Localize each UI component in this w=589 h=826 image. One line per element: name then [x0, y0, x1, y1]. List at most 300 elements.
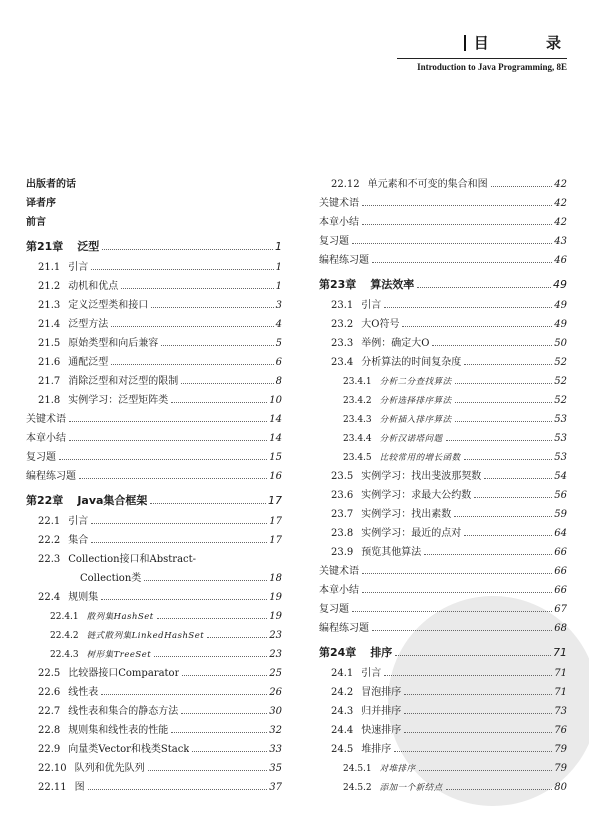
- toc-section-entry[interactable]: [26, 778, 282, 797]
- entry-label: 泛型方法: [68, 319, 109, 330]
- toc-subsection-entry[interactable]: [319, 448, 567, 467]
- leader-dots: [455, 421, 553, 422]
- leader-dots: [150, 503, 266, 504]
- leader-dots: [181, 383, 273, 384]
- entry-number: 22.4.2: [50, 631, 79, 641]
- entry-label: 编程练习题: [319, 623, 369, 634]
- entry-label: 树形集TreeSet: [86, 650, 152, 660]
- leader-dots: [352, 243, 552, 244]
- leader-dots: [432, 345, 552, 346]
- entry-label: 归并排序: [361, 706, 402, 717]
- page-number: 80: [554, 782, 567, 793]
- toc-subsection-entry[interactable]: [319, 429, 567, 448]
- toc-chapter-entry[interactable]: [26, 490, 282, 512]
- entry-label: 排序: [370, 646, 393, 659]
- entry-number: 22.6: [38, 687, 61, 698]
- entry-label: 实例学习：找出斐波那契数: [361, 471, 482, 482]
- page-number: 43: [554, 236, 567, 247]
- entry-number: 第21章: [26, 240, 64, 253]
- entry-label: 大O符号: [361, 319, 400, 330]
- toc-entry[interactable]: [319, 232, 567, 251]
- toc-entry[interactable]: [319, 194, 567, 213]
- entry-label: 复习题: [319, 236, 349, 247]
- entry-number: 23.8: [331, 528, 354, 539]
- leader-dots: [446, 440, 553, 441]
- leader-dots: [88, 789, 268, 790]
- page-number: 6: [275, 357, 282, 368]
- entry-label: 散列集HashSet: [86, 612, 154, 622]
- page-number: 52: [554, 376, 567, 387]
- toc-frontmatter-entry[interactable]: [26, 175, 282, 194]
- page-number: 5: [275, 338, 282, 349]
- entry-label: 链式散列集LinkedHashSet: [86, 631, 205, 641]
- leader-dots: [69, 421, 267, 422]
- leader-dots: [352, 611, 552, 612]
- toc-section-entry[interactable]: [319, 524, 567, 543]
- page-number: 64: [554, 528, 567, 539]
- leader-dots: [362, 573, 552, 574]
- page-number: 56: [554, 490, 567, 501]
- leader-dots: [182, 675, 267, 676]
- leader-dots: [144, 580, 267, 581]
- leader-dots: [59, 459, 267, 460]
- page-number: 32: [269, 725, 282, 736]
- toc-entry[interactable]: [319, 581, 567, 600]
- toc-entry[interactable]: [319, 251, 567, 270]
- entry-number: 22.4: [38, 592, 61, 603]
- page-number: 15: [269, 452, 282, 463]
- page-number: 59: [554, 509, 567, 520]
- page-number: 17: [268, 494, 282, 507]
- entry-number: 22.5: [38, 668, 61, 679]
- leader-dots: [404, 732, 552, 733]
- toc-chapter-entry[interactable]: [319, 274, 567, 296]
- toc-section-entry[interactable]: [26, 664, 282, 683]
- page-number: 14: [269, 433, 282, 444]
- leader-dots: [464, 459, 553, 460]
- entry-number: 21.8: [38, 395, 61, 406]
- toc-entry[interactable]: [319, 600, 567, 619]
- toc-entry[interactable]: [26, 467, 282, 486]
- entry-number: 21.3: [38, 300, 61, 311]
- page-number: 8: [275, 376, 282, 387]
- leader-dots: [102, 249, 273, 250]
- entry-label: 译者序: [26, 198, 56, 209]
- page-number: 14: [269, 414, 282, 425]
- leader-dots: [464, 535, 552, 536]
- toc-subsection-entry[interactable]: [319, 759, 567, 778]
- leader-dots: [207, 637, 267, 638]
- entry-number: 24.1: [331, 668, 354, 679]
- toc-section-entry[interactable]: [26, 315, 282, 334]
- entry-label: 引言: [68, 516, 89, 527]
- page-number: 54: [554, 471, 567, 482]
- leader-dots: [151, 307, 273, 308]
- leader-dots: [372, 630, 552, 631]
- leader-dots: [79, 478, 267, 479]
- entry-number: 21.1: [38, 262, 61, 273]
- toc-section-entry[interactable]: [319, 543, 567, 562]
- entry-label: 复习题: [26, 452, 56, 463]
- leader-dots: [394, 751, 552, 752]
- leader-dots: [464, 364, 552, 365]
- page-number: 68: [554, 623, 567, 634]
- toc-section-entry[interactable]: [26, 296, 282, 315]
- toc-section-entry[interactable]: [319, 334, 567, 353]
- leader-dots: [362, 592, 552, 593]
- entry-label: 编程练习题: [319, 255, 369, 266]
- page-number: 53: [554, 414, 567, 425]
- page-number: 49: [554, 300, 567, 311]
- toc-entry[interactable]: [26, 448, 282, 467]
- entry-number: 23.4.4: [343, 434, 372, 444]
- toc-section-entry[interactable]: [319, 315, 567, 334]
- page-number: 66: [554, 566, 567, 577]
- toc-section-entry[interactable]: [26, 721, 282, 740]
- leader-dots: [395, 655, 551, 656]
- toc-section-entry[interactable]: [319, 296, 567, 315]
- toc-frontmatter-entry[interactable]: [26, 213, 282, 232]
- page-number: 67: [554, 604, 567, 615]
- page-number: 42: [554, 198, 567, 209]
- entry-number: 23.6: [331, 490, 354, 501]
- toc-entry[interactable]: [26, 410, 282, 429]
- leader-dots: [101, 694, 267, 695]
- entry-number: 22.12: [331, 179, 360, 190]
- entry-number: 23.4: [331, 357, 354, 368]
- toc-subsection-entry[interactable]: [26, 645, 282, 664]
- entry-number: 24.5.1: [343, 764, 372, 774]
- page-number: 17: [269, 516, 282, 527]
- page-title: 目 录: [473, 34, 587, 52]
- page-number: 33: [269, 744, 282, 755]
- entry-label: Java集合框架: [77, 494, 148, 507]
- book-subtitle: Introduction to Java Programming, 8E: [417, 62, 567, 72]
- page-number: 4: [275, 319, 282, 330]
- leader-dots: [157, 618, 268, 619]
- toc-section-entry[interactable]: [26, 531, 282, 550]
- leader-dots: [154, 656, 267, 657]
- leader-dots: [455, 402, 553, 403]
- entry-label: 本章小结: [26, 433, 66, 444]
- leader-dots: [419, 770, 553, 771]
- toc-section-entry[interactable]: [26, 702, 282, 721]
- leader-dots: [402, 326, 552, 327]
- entry-label: 引言: [68, 262, 89, 273]
- entry-label: 线性表: [68, 687, 99, 698]
- entry-label: 出版者的话: [26, 179, 76, 190]
- page-number: 19: [269, 611, 282, 622]
- leader-dots: [404, 713, 552, 714]
- entry-label: 引言: [361, 300, 382, 311]
- entry-label: 算法效率: [370, 278, 415, 291]
- entry-label: 添加一个新结点: [379, 783, 443, 793]
- entry-number: 23.4.3: [343, 415, 372, 425]
- toc-section-entry[interactable]: [319, 175, 567, 194]
- leader-dots: [171, 732, 267, 733]
- entry-label: 举例：确定大O: [361, 338, 430, 349]
- page-number: 71: [553, 646, 567, 659]
- leader-dots: [362, 224, 552, 225]
- page-number: 23: [269, 630, 282, 641]
- entry-number: 22.1: [38, 516, 61, 527]
- entry-number: 23.5: [331, 471, 354, 482]
- entry-number: 24.2: [331, 687, 354, 698]
- page-number: 25: [269, 668, 282, 679]
- leader-dots: [101, 599, 267, 600]
- toc-section-entry[interactable]: [26, 683, 282, 702]
- toc-chapter-entry[interactable]: [319, 642, 567, 664]
- entry-label: 实例学习：泛型矩阵类: [68, 395, 169, 406]
- toc-entry[interactable]: [319, 619, 567, 638]
- toc-subsection-entry[interactable]: [26, 626, 282, 645]
- entry-label: 实例学习：求最大公约数: [361, 490, 472, 501]
- toc-section-entry[interactable]: [26, 277, 282, 296]
- entry-number: 第23章: [319, 278, 357, 291]
- entry-number: 23.2: [331, 319, 354, 330]
- toc-entry[interactable]: [26, 429, 282, 448]
- page-number: 1: [275, 281, 282, 292]
- page-number: 19: [269, 592, 282, 603]
- entry-label: 关键术语: [319, 198, 359, 209]
- toc-section-entry[interactable]: [26, 759, 282, 778]
- entry-label: 比较常用的增长函数: [379, 453, 461, 463]
- entry-number: 22.10: [38, 763, 67, 774]
- toc-entry[interactable]: [319, 213, 567, 232]
- entry-number: 22.8: [38, 725, 61, 736]
- entry-number: 22.9: [38, 744, 61, 755]
- leader-dots: [181, 713, 267, 714]
- toc-section-entry[interactable]: [319, 683, 567, 702]
- toc-subsection-entry[interactable]: [26, 607, 282, 626]
- entry-number: 21.7: [38, 376, 61, 387]
- entry-label: 快速排序: [361, 725, 402, 736]
- page-number: 49: [553, 278, 567, 291]
- entry-label: 预览其他算法: [361, 547, 422, 558]
- toc-section-entry[interactable]: [319, 505, 567, 524]
- toc-section-entry[interactable]: [319, 486, 567, 505]
- entry-label: 关键术语: [26, 414, 66, 425]
- entry-number: 23.9: [331, 547, 354, 558]
- entry-label: 规则集和线性表的性能: [68, 725, 169, 736]
- entry-number: 22.4.3: [50, 650, 79, 660]
- entry-label: 复习题: [319, 604, 349, 615]
- entry-label: 向量类Vector和栈类Stack: [68, 744, 190, 755]
- entry-label: 编程练习题: [26, 471, 76, 482]
- entry-number: 第24章: [319, 646, 357, 659]
- entry-label: 本章小结: [319, 217, 359, 228]
- entry-label: 动机和优点: [68, 281, 119, 292]
- leader-dots: [171, 402, 267, 403]
- page-number: 42: [554, 179, 567, 190]
- page-number: 52: [554, 395, 567, 406]
- page-number: 76: [554, 725, 567, 736]
- toc-section-entry[interactable]: [26, 258, 282, 277]
- leader-dots: [384, 307, 552, 308]
- page-number: 66: [554, 585, 567, 596]
- entry-label: 线性表和集合的静态方法: [68, 706, 179, 717]
- toc-section-entry[interactable]: [26, 740, 282, 759]
- page-number: 17: [269, 535, 282, 546]
- entry-number: 21.4: [38, 319, 61, 330]
- page-number: 73: [554, 706, 567, 717]
- entry-label: 比较器接口Comparator: [68, 668, 180, 679]
- toc-section-entry[interactable]: [319, 353, 567, 372]
- entry-label: 实例学习：找出素数: [361, 509, 452, 520]
- entry-number: 第22章: [26, 494, 64, 507]
- page-number: 1: [275, 262, 282, 273]
- entry-number: 22.3: [38, 554, 61, 565]
- toc-section-entry[interactable]: [319, 721, 567, 740]
- entry-label: 集合: [68, 535, 89, 546]
- toc-right-column: [319, 175, 567, 797]
- toc-subsection-entry[interactable]: [319, 391, 567, 410]
- page-number: 53: [554, 433, 567, 444]
- leader-dots: [455, 383, 553, 384]
- leader-dots: [111, 364, 273, 365]
- leader-dots: [69, 440, 267, 441]
- leader-dots: [91, 523, 267, 524]
- toc-section-entry[interactable]: [26, 353, 282, 372]
- toc-left-column: [26, 175, 282, 797]
- entry-number: 24.4: [331, 725, 354, 736]
- entry-label: 消除泛型和对泛型的限制: [68, 376, 179, 387]
- toc-section-entry[interactable]: [26, 588, 282, 607]
- leader-dots: [372, 262, 552, 263]
- entry-number: 23.4.1: [343, 377, 372, 387]
- entry-label: 冒泡排序: [361, 687, 402, 698]
- page-number: 66: [554, 547, 567, 558]
- leader-dots: [484, 478, 552, 479]
- page-number: 52: [554, 357, 567, 368]
- leader-dots: [446, 789, 553, 790]
- toc-section-entry[interactable]: [319, 740, 567, 759]
- entry-number: 21.2: [38, 281, 61, 292]
- page-number: 53: [554, 452, 567, 463]
- leader-dots: [121, 288, 273, 289]
- leader-dots: [91, 542, 267, 543]
- toc-section-entry[interactable]: [26, 334, 282, 353]
- entry-number: 23.3: [331, 338, 354, 349]
- leader-dots: [161, 345, 273, 346]
- entry-label: 本章小结: [319, 585, 359, 596]
- leader-dots: [404, 694, 552, 695]
- entry-label: 单元素和不可变的集合和图: [367, 179, 488, 190]
- header-bar: [464, 35, 466, 51]
- entry-number: 24.5.2: [343, 783, 372, 793]
- leader-dots: [424, 554, 552, 555]
- entry-label: Collection类: [80, 573, 142, 584]
- header-rule: [397, 58, 567, 59]
- entry-number: 21.6: [38, 357, 61, 368]
- entry-label: 分析算法的时间复杂度: [361, 357, 462, 368]
- toc-chapter-entry[interactable]: [26, 236, 282, 258]
- entry-label: 泛型: [77, 240, 100, 253]
- entry-label: 关键术语: [319, 566, 359, 577]
- page-number: 1: [275, 240, 282, 253]
- leader-dots: [474, 497, 552, 498]
- entry-number: 24.5: [331, 744, 354, 755]
- entry-number: 22.2: [38, 535, 61, 546]
- page-number: 71: [554, 668, 567, 679]
- toc-frontmatter-entry[interactable]: [26, 194, 282, 213]
- page-header: [397, 32, 587, 72]
- page-number: 42: [554, 217, 567, 228]
- toc-subsection-entry[interactable]: [319, 778, 567, 797]
- toc-section-entry[interactable]: [26, 372, 282, 391]
- page-number: 23: [269, 649, 282, 660]
- entry-label: 分析选择排序算法: [379, 396, 452, 406]
- leader-dots: [91, 269, 273, 270]
- entry-number: 23.4.2: [343, 396, 372, 406]
- page-number: 49: [554, 319, 567, 330]
- toc-subsection-entry[interactable]: [319, 372, 567, 391]
- entry-label: 实例学习：最近的点对: [361, 528, 462, 539]
- page-number: 16: [269, 471, 282, 482]
- page-number: 30: [269, 706, 282, 717]
- entry-label: 队列和优先队列: [74, 763, 145, 774]
- entry-label: 原始类型和向后兼容: [68, 338, 159, 349]
- page-number: 26: [269, 687, 282, 698]
- toc-subsection-entry[interactable]: [319, 410, 567, 429]
- entry-number: 21.5: [38, 338, 61, 349]
- entry-label: 通配泛型: [68, 357, 109, 368]
- leader-dots: [491, 186, 553, 187]
- page-number: 18: [269, 573, 282, 584]
- leader-dots: [454, 516, 552, 517]
- leader-dots: [111, 326, 273, 327]
- page-number: 79: [554, 744, 567, 755]
- toc-section-entry[interactable]: [26, 391, 282, 410]
- leader-dots: [417, 287, 551, 288]
- page-number: 3: [275, 300, 282, 311]
- entry-label: 前言: [26, 217, 46, 228]
- entry-number: 23.4.5: [343, 453, 372, 463]
- page-number: 46: [554, 255, 567, 266]
- entry-label: 定义泛型类和接口: [68, 300, 149, 311]
- entry-number: 23.1: [331, 300, 354, 311]
- page-number: 35: [269, 763, 282, 774]
- entry-number: 22.11: [38, 782, 67, 793]
- toc-section-entry[interactable]: [319, 702, 567, 721]
- page-number: 37: [269, 782, 282, 793]
- entry-label: 对堆排序: [379, 764, 416, 774]
- toc-entry[interactable]: [319, 562, 567, 581]
- toc-entry-continuation[interactable]: [26, 569, 282, 588]
- toc-section-entry[interactable]: [319, 664, 567, 683]
- entry-label: 分析汉诺塔问题: [379, 434, 443, 444]
- entry-number: 22.7: [38, 706, 61, 717]
- toc-section-entry[interactable]: [26, 550, 282, 569]
- entry-label: 引言: [361, 668, 382, 679]
- entry-label: 分析插入排序算法: [379, 415, 452, 425]
- entry-label: 堆排序: [361, 744, 392, 755]
- entry-label: Collection接口和Abstract-: [68, 554, 197, 565]
- page-number: 71: [554, 687, 567, 698]
- entry-number: 23.7: [331, 509, 354, 520]
- toc-section-entry[interactable]: [26, 512, 282, 531]
- entry-label: 分析二分查找算法: [379, 377, 452, 387]
- entry-label: 图: [74, 782, 85, 793]
- entry-number: 24.3: [331, 706, 354, 717]
- page-number: 79: [554, 763, 567, 774]
- leader-dots: [148, 770, 268, 771]
- toc-section-entry[interactable]: [319, 467, 567, 486]
- leader-dots: [384, 675, 552, 676]
- page-number: 10: [269, 395, 282, 406]
- entry-label: 规则集: [68, 592, 99, 603]
- entry-number: 22.4.1: [50, 612, 79, 622]
